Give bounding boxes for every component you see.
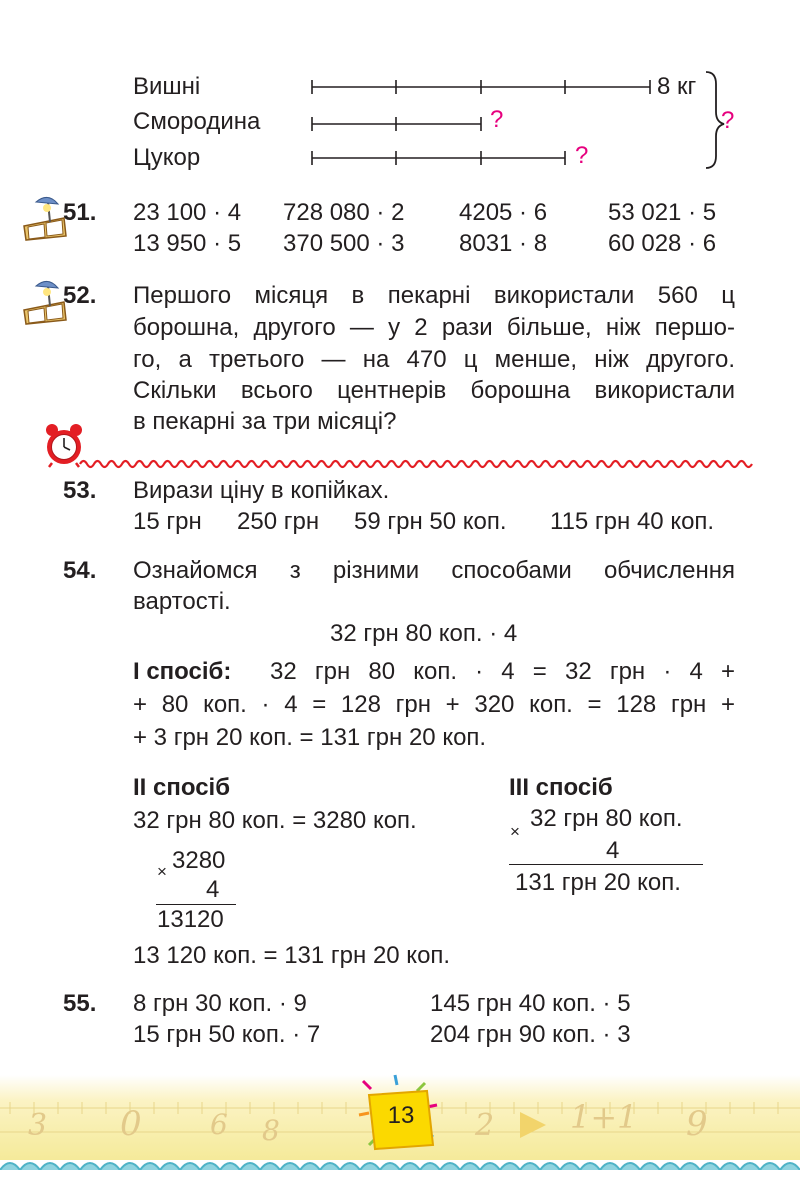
footer-digit: 3 bbox=[28, 1108, 48, 1143]
way1-title: І спосіб: bbox=[133, 658, 232, 685]
way2-title: ІІ спосіб bbox=[133, 774, 231, 801]
exercise-number-51: 51. bbox=[63, 199, 97, 226]
way1-line: + 3 грн 20 коп. = 131 грн 20 коп. bbox=[133, 724, 487, 751]
way3-mult-line bbox=[509, 864, 703, 865]
ex52-line: Скільки всього центнерів борошна використали bbox=[133, 377, 735, 404]
exercise-number-54: 54. bbox=[63, 557, 97, 584]
ex53-item: 15 грн bbox=[133, 508, 202, 535]
scheme-label-sugar: Цукор bbox=[133, 144, 201, 171]
way2-mult-result: 13120 bbox=[157, 906, 224, 933]
footer-digit: 1+1 bbox=[570, 1098, 638, 1136]
footer-digit: 0 bbox=[120, 1104, 142, 1144]
footer-bottom-strip bbox=[0, 1170, 800, 1185]
way2-mult-top: 3280 bbox=[172, 847, 226, 874]
scheme-label-cherries: Вишні bbox=[133, 73, 201, 100]
ex52-line: го, а третього — на 470 ц менше, ніж другого. bbox=[133, 346, 735, 373]
footer-digit: 9 bbox=[686, 1104, 708, 1144]
page-number: 13 bbox=[387, 1102, 415, 1129]
ex51-item: 728 080 · 2 bbox=[283, 199, 405, 226]
play-triangle-icon bbox=[518, 1110, 548, 1140]
exercise-number-52: 52. bbox=[63, 282, 97, 309]
ex55-item: 204 грн 90 коп. · 3 bbox=[430, 1021, 631, 1048]
footer-digit: 2 bbox=[475, 1108, 495, 1143]
way2-mult-bottom: 4 bbox=[206, 876, 220, 903]
ex55-item: 8 грн 30 коп. · 9 bbox=[133, 990, 307, 1017]
footer-digit: 8 bbox=[262, 1114, 280, 1147]
ex54-expression: 32 грн 80 коп. · 4 bbox=[330, 620, 518, 647]
exercise-number-53: 53. bbox=[63, 477, 97, 504]
way3-mult-bottom: 4 bbox=[606, 837, 620, 864]
scheme-total-label: 8 кг bbox=[657, 73, 697, 100]
ex55-item: 15 грн 50 коп. · 7 bbox=[133, 1021, 321, 1048]
ex52-line: Першого місяця в пекарні використали 560 ц bbox=[133, 282, 735, 309]
exercise-number-55: 55. bbox=[63, 990, 97, 1017]
scheme-label-currants: Смородина bbox=[133, 108, 261, 135]
ex51-item: 23 100 · 4 bbox=[133, 199, 242, 226]
footer-digit: 6 bbox=[210, 1108, 228, 1141]
way2-final: 13 120 коп. = 131 грн 20 коп. bbox=[133, 942, 451, 969]
ex54-intro: вартості. bbox=[133, 588, 231, 615]
way1-line: + 80 коп. · 4 = 128 грн + 320 коп. = 128 грн + bbox=[133, 691, 735, 718]
ex52-line: в пекарні за три місяці? bbox=[133, 408, 397, 435]
way1-line: 32 грн 80 коп. · 4 = 32 грн · 4 + bbox=[270, 658, 735, 685]
question-mark-total: ? bbox=[721, 107, 735, 134]
way3-title: ІІІ спосіб bbox=[509, 774, 613, 801]
question-mark-sugar: ? bbox=[575, 142, 589, 169]
way3-mult-result: 131 грн 20 коп. bbox=[515, 869, 681, 896]
way2-line: 32 грн 80 коп. = 3280 коп. bbox=[133, 807, 417, 834]
multiply-sign: × bbox=[157, 862, 167, 881]
ex51-item: 60 028 · 6 bbox=[608, 230, 717, 257]
wavy-divider bbox=[80, 456, 750, 472]
way3-mult-top: 32 грн 80 коп. bbox=[530, 805, 683, 832]
ex51-item: 4205 · 6 bbox=[459, 199, 548, 226]
ex52-line: борошна, другого — у 2 рази більше, ніж першо- bbox=[133, 314, 735, 341]
ex53-item: 59 грн 50 коп. bbox=[354, 508, 507, 535]
ex55-item: 145 грн 40 коп. · 5 bbox=[430, 990, 631, 1017]
ex51-item: 8031 · 8 bbox=[459, 230, 548, 257]
ex51-item: 53 021 · 5 bbox=[608, 199, 717, 226]
multiply-sign: × bbox=[510, 822, 520, 841]
ex51-item: 13 950 · 5 bbox=[133, 230, 242, 257]
ex53-item: 115 грн 40 коп. bbox=[550, 508, 715, 535]
question-mark-currants: ? bbox=[490, 106, 504, 133]
ex51-item: 370 500 · 3 bbox=[283, 230, 405, 257]
ex54-intro: Ознайомся з різними способами обчислення bbox=[133, 557, 735, 584]
ex53-item: 250 грн bbox=[237, 508, 320, 535]
ex53-task: Вирази ціну в копійках. bbox=[133, 477, 390, 504]
